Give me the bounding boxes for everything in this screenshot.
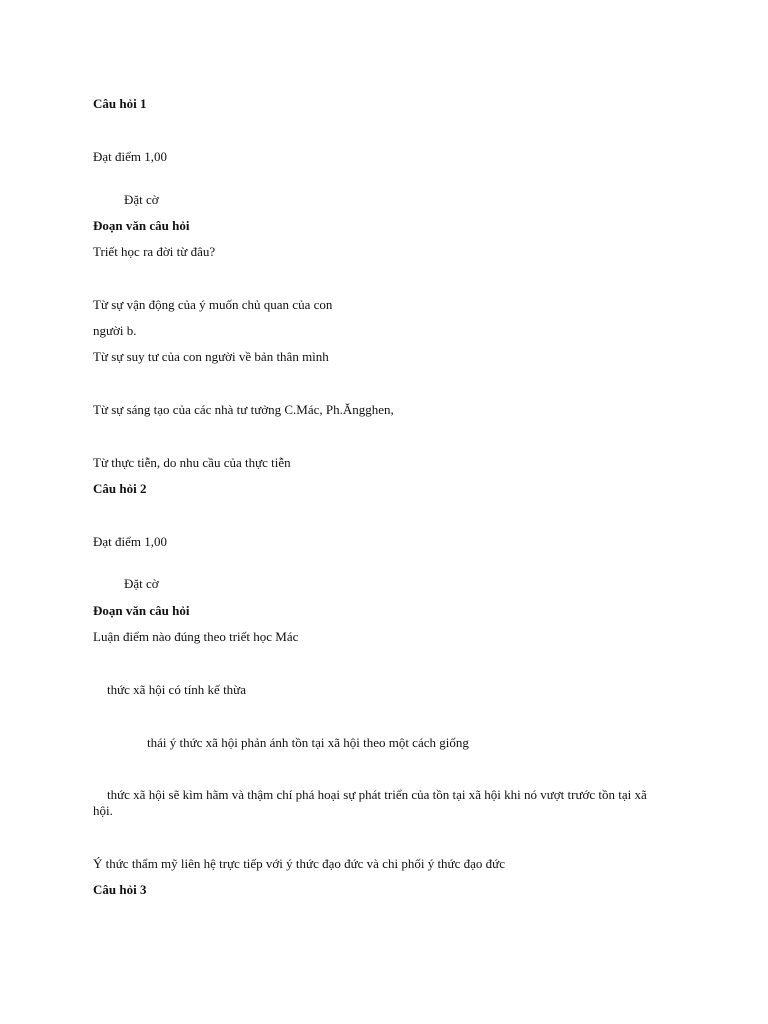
question-2-option-1[interactable]: thức xã hội có tính kế thừa	[107, 682, 247, 697]
question-2-text-label: Đoạn văn câu hỏi	[93, 603, 190, 618]
question-2-flag-link[interactable]: Đặt cờ	[124, 576, 159, 591]
question-2-option-2[interactable]: thái ý thức xã hội phản ánh tồn tại xã hội theo một cách giống	[147, 735, 469, 750]
question-2-option-3[interactable]: thức xã hội sẽ kìm hãm và thậm chí phá hoại sự phát triển của tồn tại xã hội khi nó vượt trước tồn tại xã hội.	[93, 787, 647, 818]
question-3-title: Câu hỏi 3	[93, 882, 147, 897]
question-1-flag-link[interactable]: Đặt cờ	[124, 192, 159, 207]
question-2-text: Luận điểm nào đúng theo triết học Mác	[93, 629, 299, 644]
question-1-option-3[interactable]: Từ sự sáng tạo của các nhà tư tưởng C.Mác, Ph.Ăngghen,	[93, 402, 394, 417]
question-1-score: Đạt điểm 1,00	[93, 149, 168, 164]
question-1-title: Câu hỏi 1	[93, 96, 147, 111]
question-1-option-2[interactable]: Từ sự suy tư của con người về bản thân mình	[93, 349, 329, 364]
question-1-option-1[interactable]: Từ sự vận động của ý muốn chủ quan của con	[93, 297, 333, 312]
question-1-text: Triết học ra đời từ đâu?	[93, 244, 216, 259]
question-2-title: Câu hỏi 2	[93, 481, 147, 496]
question-1-option-1-cont[interactable]: người b.	[93, 323, 137, 338]
question-2-option-4[interactable]: Ý thức thẩm mỹ liên hệ trực tiếp với ý thức đạo đức và chi phối ý thức đạo đức	[93, 856, 505, 871]
question-2-score: Đạt điểm 1,00	[93, 534, 168, 549]
question-1-option-4[interactable]: Từ thực tiễn, do nhu cầu của thực tiễn	[93, 455, 291, 470]
question-1-text-label: Đoạn văn câu hỏi	[93, 218, 190, 233]
